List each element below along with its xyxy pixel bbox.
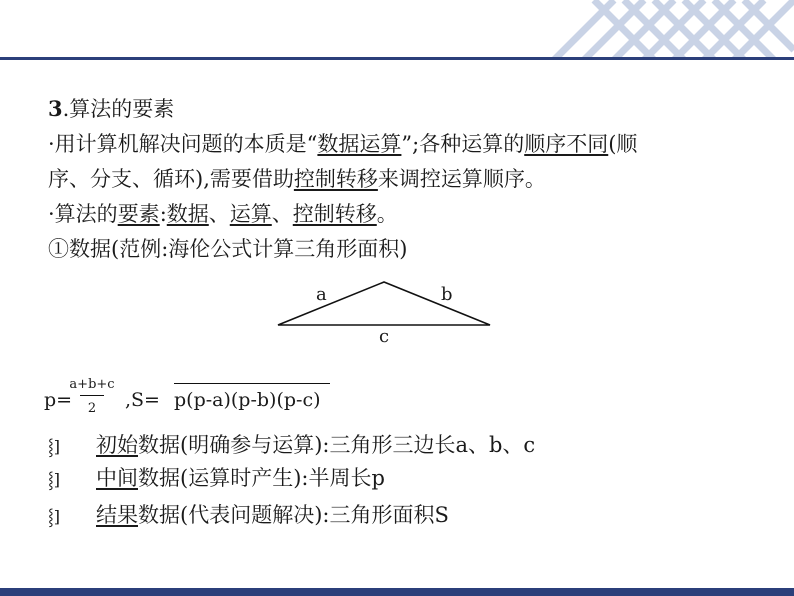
text-span: 、: [271, 202, 293, 226]
text-span: ·算法的: [48, 202, 118, 226]
text-span: 。: [376, 202, 398, 226]
footer-bar: [0, 588, 794, 596]
side-b-label: b: [441, 284, 453, 305]
item-text: 数据(代表问题解决):三角形面积S: [138, 503, 449, 527]
text-span: 、: [208, 202, 230, 226]
item-bullet: ⸾]: [48, 507, 60, 526]
keyword-elements: 要素: [117, 202, 160, 226]
text-span: ·用计算机解决问题的本质是“: [48, 132, 318, 156]
paragraph-essence: [48, 131, 637, 157]
text-span: 来调控运算顺序。: [377, 167, 546, 191]
item-text: 数据(运算时产生):半周长p: [138, 466, 385, 490]
item-bullet: ⸾]: [48, 470, 60, 489]
paragraph-elements: [48, 201, 398, 227]
item-bullet: ⸾]: [48, 437, 60, 456]
formula-p: p=: [44, 389, 73, 411]
formula-s: ,S=: [125, 389, 160, 411]
keyword-data-operation: 数据运算: [317, 132, 402, 156]
formula-radicand: p(p-a)(p-b)(p-c): [174, 389, 321, 411]
side-a-label: a: [316, 284, 327, 305]
radical-bar: [174, 383, 330, 384]
fraction-bar: [80, 395, 104, 396]
fraction: [64, 378, 120, 416]
fraction-denominator: 2: [87, 401, 97, 416]
keyword-result: 结果: [96, 503, 138, 527]
text-span: ”;各种运算的: [401, 132, 525, 156]
triangle-diagram: [270, 276, 510, 346]
item-text: 数据(明确参与运算):三角形三边长a、b、c: [138, 433, 536, 457]
triangle-shape: [270, 276, 510, 346]
keyword-control: 控制转移: [292, 202, 377, 226]
list-item-intermediate: [96, 465, 385, 491]
keyword-intermediate: 中间: [96, 466, 138, 490]
header-rule: [0, 57, 794, 60]
text-span: :: [159, 202, 167, 226]
heading-text: .算法的要素: [62, 97, 175, 121]
text-span: 序、分支、循环),需要借助: [48, 167, 294, 191]
keyword-data: 数据: [166, 202, 209, 226]
keyword-order-differs: 顺序不同: [524, 132, 609, 156]
fraction-numerator: a+b+c: [69, 377, 115, 392]
paragraph-control: [48, 166, 546, 192]
keyword-control-transfer: 控制转移: [293, 167, 378, 191]
heading-number: 3: [48, 96, 63, 121]
section-heading: [48, 96, 174, 122]
paragraph-data-example: ①数据(范例:海伦公式计算三角形面积): [48, 237, 408, 261]
keyword-operation: 运算: [229, 202, 272, 226]
header-decoration: [534, 0, 794, 60]
keyword-initial: 初始: [96, 433, 138, 457]
list-item-result: [96, 502, 449, 528]
list-item-initial: [96, 432, 535, 458]
heron-formula: [44, 378, 364, 428]
text-span: (顺: [608, 132, 638, 156]
side-c-label: c: [379, 326, 390, 347]
